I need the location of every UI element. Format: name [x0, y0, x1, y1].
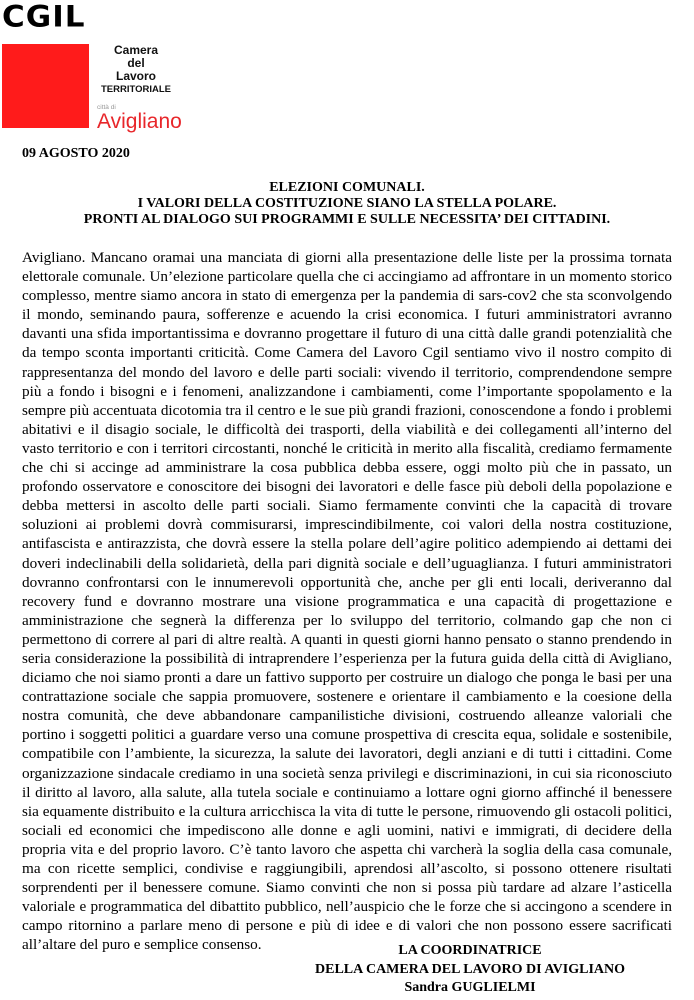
headline [0, 180, 694, 228]
org-line: TERRITORIALE [100, 84, 172, 95]
org-line: del [127, 56, 145, 70]
signature-block [290, 942, 650, 998]
city-prefix: città di [97, 104, 116, 111]
signature-organization: DELLA CAMERA DEL LAVORO DI AVIGLIANO [315, 961, 625, 977]
cgil-wordmark: CGIL [2, 0, 86, 35]
cgil-logo [0, 0, 220, 140]
signature-name: Sandra GUGLIELMI [404, 980, 536, 995]
city-name: Avigliano [97, 110, 182, 133]
headline-line-3: PRONTI AL DIALOGO SUI PROGRAMMI E SULLE NECESSITA’ DEI CITTADINI. [83, 212, 611, 227]
headline-line-2: I VALORI DELLA COSTITUZIONE SIANO LA STELLA POLARE. [137, 196, 557, 211]
org-line: Lavoro [115, 69, 156, 83]
signature-role: LA COORDINATRICE [398, 943, 542, 958]
organization-name [96, 44, 176, 96]
cgil-red-square-icon [2, 44, 89, 128]
org-line: Camera [113, 43, 159, 57]
document-date: 09 AGOSTO 2020 [22, 146, 130, 161]
body-paragraph: Avigliano. Mancano oramai una manciata di giorni alla presentazione delle liste per la prossima tornata elettorale comunale. Un’elezione particolare quella che ci accingiamo ad affrontare in un momento storico complesso, mentre siamo ancora in stato di emergenza per la pandemia di sars-cov2 che sta sconvolgendo il mondo, seminando paura, sofferenze e acuendo la crisi economica. I futuri amministratori avranno davanti una sfida importantissima e dovranno progettare il futuro di una città dalle grandi potenzialità che da tempo sconta importanti criticità. Come Camera del Lavoro Cgil sentiamo vivo il nostro compito di rappresentanza del mondo del lavoro e delle parti sociali: vivendo il territorio, comprendendone sempre più a fondo i bisogni e i fenomeni, analizzandone i cambiamenti, come l’importante spopolamento e la sempre più accentuata dicotomia tra il centro e le sue più grandi frazioni, conoscendone a fondo i problemi abitativi e il disagio sociale, le difficoltà dei trasporti, della viabilità e dei collegamenti all’interno del vasto territorio e con i territori circostanti, nonché le criticità in merito alla fiscalità, crediamo fermamente che chi si accinge ad amministrare la cosa pubblica debba essere, oggi molto più che in passato, un profondo osservatore e conoscitore dei bisogni dei lavoratori e delle fasce più deboli della popolazione e debba mettersi in ascolto delle parti sociali. Siamo fermamente convinti che la capacità di trovare soluzioni ai problemi dovrà commisurarsi, imprescindibilmente, coi valori della nostra costituzione, antifascista e antirazzista, che dovrà essere la stella polare dell’agire politico adempiendo ai dettami dei doveri indeclinabili della solidarietà, della pari dignità sociale e dell’uguaglianza. I futuri amministratori dovranno confrontarsi con le innumerevoli opportunità che, anche per gli enti locali, deriveranno dal recovery fund e dovranno mostrare una visione programmatica e una capacità di progettazione e amministrazione che segnerà la differenza per lo sviluppo del territorio, colmando gap che non ci permettono di correre al pari di altre realtà. A quanti in questi giorni hanno pensato o stanno prendendo in seria considerazione la possibilità di intraprendere l’esperienza per la futura guida della città di Avigliano, diciamo che noi siamo pronti a dare un fattivo supporto per costruire un dialogo che ponga le basi per una contrattazione sociale che sappia promuovere, sostenere e orientare il cambiamento e la coesione della nostra comunità, che deve abbandonare campanilistiche divisioni, costruendo alleanze valoriali che portino i soggetti politici a guardare verso una comune prospettiva di crescita equa, solidale e sostenibile, compatibile con l’ambiente, la sicurezza, la salute dei lavoratori, degli anziani e di tutti i cittadini. Come organizzazione sindacale crediamo in una società senza privilegi e discriminazioni, in cui sia riconosciuto il diritto al lavoro, alla salute, alla tutela sociale e continuiamo a lottare ogni giorno affinché il benessere sia equamente distribuito e la cultura arricchisca la vita di tutte le persone, rimuovendo gli ostacoli politici, sociali ed economici che impediscono alle donne e agli uomini, nativi e immigrati, di decidere della propria vita e del proprio lavoro. C’è tanto lavoro che aspetta chi varcherà la soglia della casa comunale, ma con ricette semplici, condivise e raggiungibili, aprendosi all’ascolto, si possono ottenere risultati sorprendenti per il benessere comune. Siamo convinti che non si possa più tardare ad alzare l’asticella valoriale e programmatica del dibattito pubblico, nell’auspicio che le forze che si accingono a scendere in campo ritornino a parlare meno di persone e più di idee e di valori che non possono essere sacrificati all’altare del puro e semplice consenso. [22, 249, 672, 954]
headline-line-1: ELEZIONI COMUNALI. [269, 180, 425, 195]
